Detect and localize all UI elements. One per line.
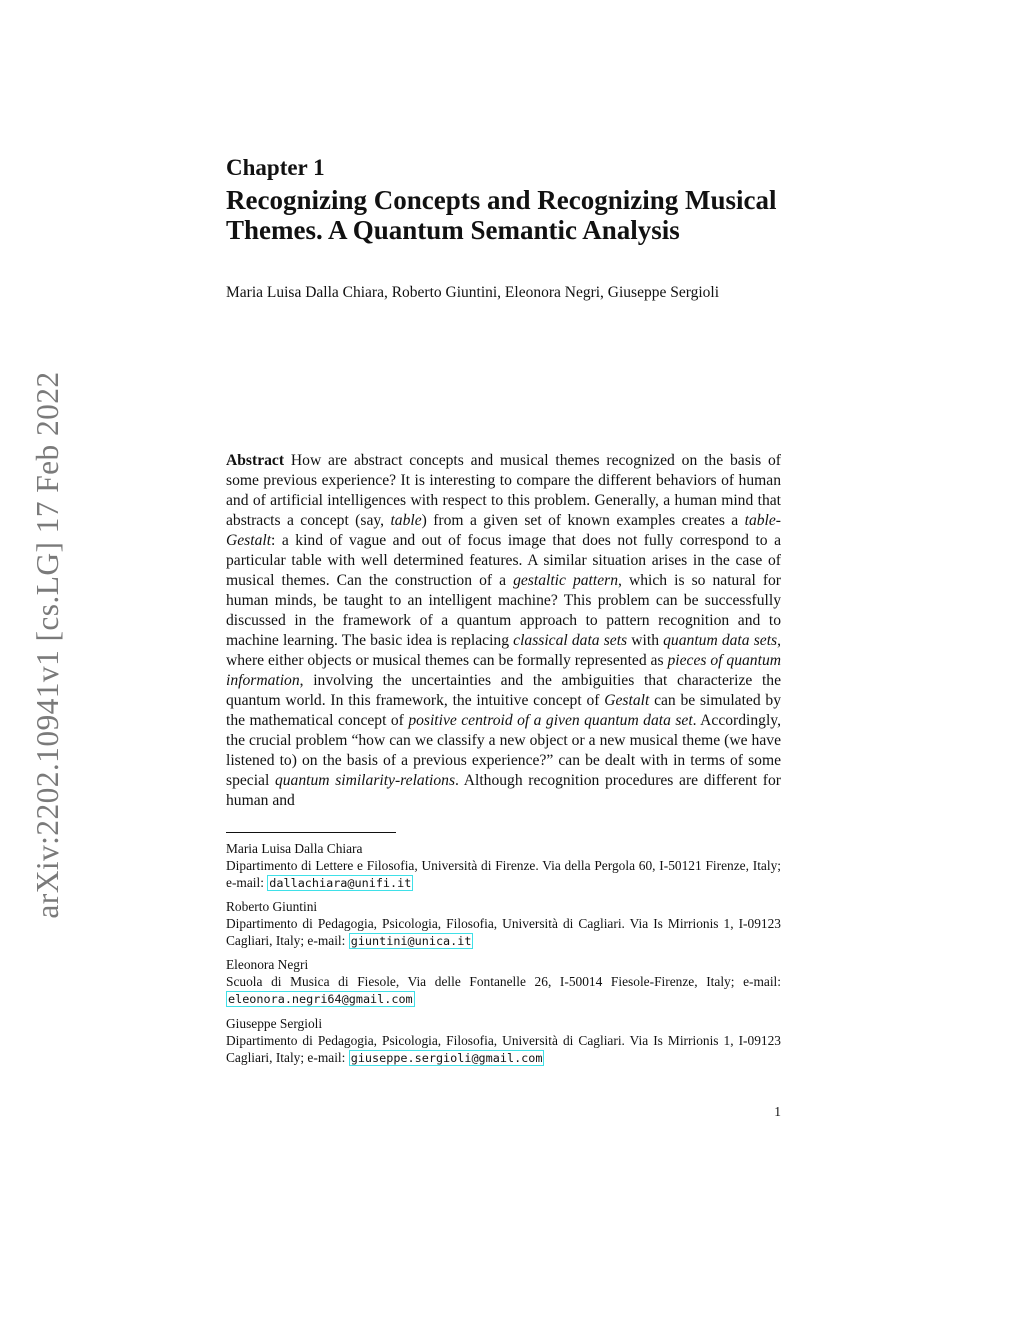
abstract-text: , where either objects or musical themes can be formally represented as: [226, 632, 781, 669]
abstract-text: can be simulated by the mathematical concept of: [226, 692, 781, 729]
affiliation-sergioli: [226, 1015, 781, 1067]
page-number: 1: [774, 1104, 781, 1119]
abstract-text: : a kind of vague and out of focus image that does not fully correspond to a particular table with well determined features. A similar situation arises in the case of musical themes. Can the construction of a: [226, 532, 781, 589]
abstract-text: with: [627, 632, 664, 649]
affiliation-author-name: Giuseppe Sergioli: [226, 1016, 323, 1031]
affiliation-address: Dipartimento di Pedagogia, Psicologia, Filosofia, Università di Cagliari. Via Is Mirrionis 1, I-09123 Cagliari, Italy; e-mail:: [226, 1033, 781, 1065]
affiliation-author-name: Eleonora Negri: [226, 957, 309, 972]
author-list: Maria Luisa Dalla Chiara, Roberto Giuntini, Eleonora Negri, Giuseppe Sergioli: [226, 284, 720, 301]
email-link[interactable]: giuseppe.sergioli@gmail.com: [350, 1051, 543, 1065]
footnote-rule: [226, 832, 396, 833]
arxiv-identifier-stamp: arXiv:2202.10941v1 [cs.LG] 17 Feb 2022: [30, 371, 65, 919]
abstract-emphasis: gestaltic pattern: [513, 572, 619, 589]
affiliation-dalla-chiara: [226, 840, 781, 892]
email-link[interactable]: dallachiara@unifi.it: [269, 876, 412, 890]
abstract-emphasis: pieces of quantum information: [226, 652, 781, 689]
abstract-text: . Although recognition procedures are different for human and: [226, 772, 781, 809]
email-link[interactable]: eleonora.negri64@gmail.com: [228, 992, 413, 1006]
abstract-emphasis: table: [390, 512, 422, 529]
chapter-title: Recognizing Concepts and Recognizing Musical Themes. A Quantum Semantic Analysis: [226, 185, 777, 245]
abstract-text: , which is so natural for human minds, be taught to an intelligent machine? This problem can be successfully discussed in the framework of a quantum approach to pattern recognition and to machine learning. The basic idea is replacing: [226, 572, 782, 649]
abstract-emphasis: classical data sets: [513, 632, 628, 649]
abstract-emphasis: Gestalt: [604, 692, 650, 709]
affiliation-address: Dipartimento di Pedagogia, Psicologia, Filosofia, Università di Cagliari. Via Is Mirrionis 1, I-09123 Cagliari, Italy; e-mail:: [226, 916, 781, 948]
abstract-emphasis: quantum similarity-relations: [274, 772, 456, 789]
abstract-text: How are abstract concepts and musical themes recognized on the basis of some previous experience? It is interesting to compare the different behaviors of human and of artificial intelligences with respect to this problem. Generally, a human mind that abstracts a concept (say,: [226, 452, 782, 529]
abstract-heading: Abstract: [226, 452, 285, 469]
affiliation-author-name: Roberto Giuntini: [226, 899, 318, 914]
affiliation-address: Dipartimento di Lettere e Filosofia, Università di Firenze. Via della Pergola 60, I-50121 Firenze, Italy; e-mail:: [226, 858, 781, 890]
abstract-text: ) from a given set of known examples creates a: [421, 512, 745, 529]
abstract-emphasis: quantum data sets: [663, 632, 778, 649]
affiliation-author-name: Maria Luisa Dalla Chiara: [226, 841, 363, 856]
affiliation-giuntini: [226, 898, 781, 950]
abstract-emphasis: table-Gestalt: [226, 512, 781, 549]
affiliation-negri: [226, 956, 781, 1008]
email-link[interactable]: giuntini@unica.it: [350, 934, 472, 948]
affiliation-address: Scuola di Musica di Fiesole, Via delle Fontanelle 26, I-50014 Fiesole-Firenze, Italy; e-mail:: [226, 974, 781, 989]
abstract-text: , involving the uncertainties and the ambiguities that characterize the quantum world. In this framework, the intuitive concept of: [226, 672, 781, 709]
chapter-label: Chapter 1: [226, 155, 325, 180]
abstract-paragraph: [226, 451, 781, 811]
abstract-emphasis: positive centroid of a given quantum data set: [408, 712, 693, 729]
abstract-text: . Accordingly, the crucial problem “how can we classify a new object or a new musical theme (we have listened to) on the basis of a previous experience?” can be dealt with in terms of some special: [226, 712, 781, 789]
